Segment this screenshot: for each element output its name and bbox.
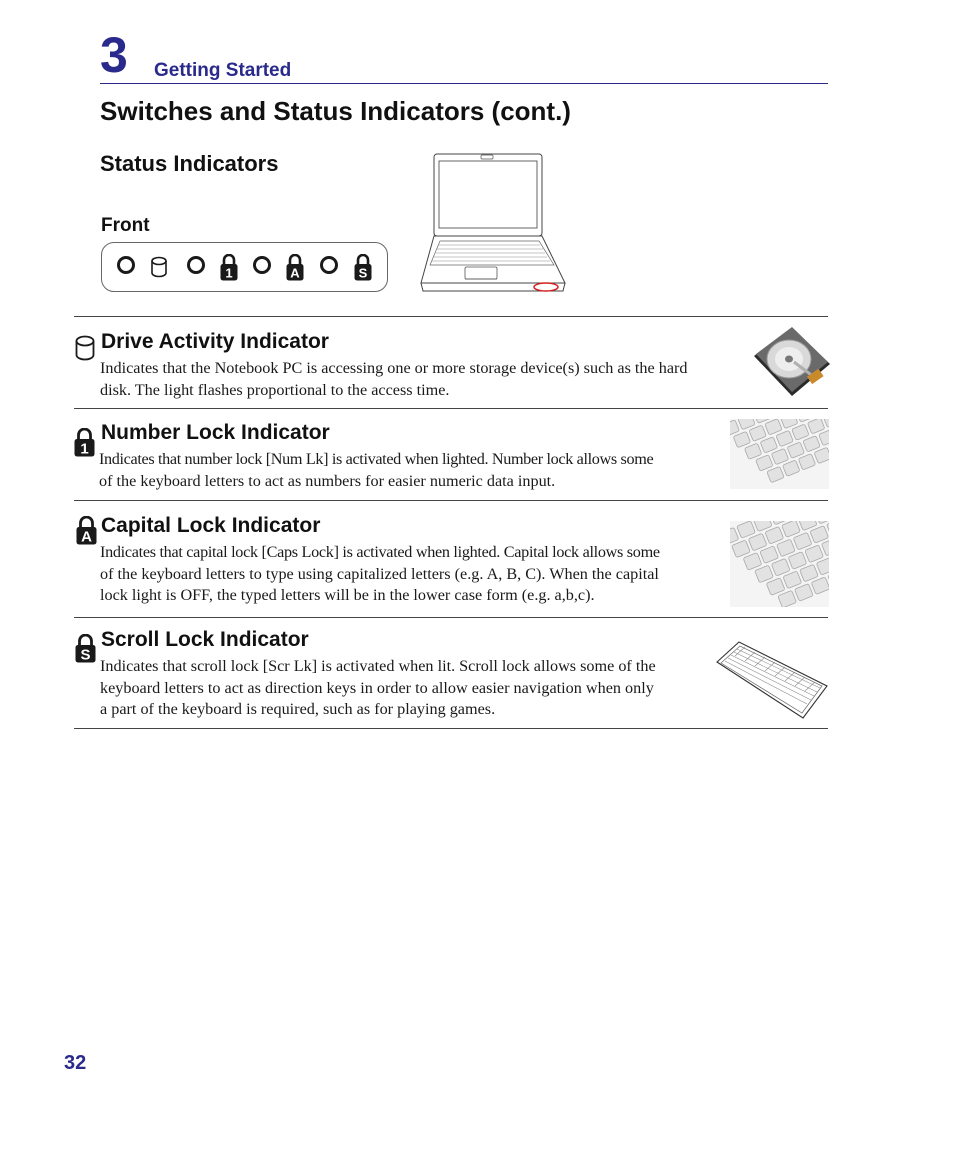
drive-icon [150,255,168,279]
keyboard-closeup-illustration [730,419,829,489]
caps-lock-icon [76,516,97,545]
scroll-lock-icon [75,634,96,663]
drive-activity-description: Indicates that the Notebook PC is accessing one or more storage device(s) such as the hard disk. The light flashes proportional to the access time. [100,359,688,399]
section-divider [74,408,828,409]
indicator-highlight-circle [534,283,558,291]
drive-activity-title: Drive Activity Indicator [101,330,329,353]
page-number: 32 [64,1052,87,1074]
chapter-title: Getting Started [154,60,292,81]
num-lock-glyph: 1 [80,440,89,457]
led-ring-icon [253,256,271,274]
hard-disk-illustration [752,322,832,400]
full-keyboard-illustration [715,640,829,720]
keyboard-closeup-illustration [730,521,829,607]
section-divider [74,500,828,501]
drive-icon [75,334,95,362]
capital-lock-description: Indicates that capital lock [Caps Lock] is activated when lighted. Capital lock allows some of the keyboard letters to type using capitalized letters (e.g. A, B, C). When the capital lock light is OFF, the typed letters will be in the lower case form (e.g. a,b,c). [100,543,660,604]
number-lock-title: Number Lock Indicator [101,421,330,444]
num-lock-glyph: 1 [225,265,233,281]
front-indicator-panel [101,242,388,292]
laptop-illustration [415,153,570,296]
scroll-lock-glyph: S [80,646,91,663]
header-divider [100,83,828,84]
led-ring-icon [320,256,338,274]
led-ring-icon [117,256,135,274]
section-divider [74,617,828,618]
front-label: Front [101,215,150,236]
capital-lock-title: Capital Lock Indicator [101,514,321,537]
led-ring-icon [187,256,205,274]
scroll-lock-description: Indicates that scroll lock [Scr Lk] is activated when lit. Scroll lock allows some of the keyboard letters to act as direction keys in order to allow easier navigation when only a part of the keyboard is required, such as for playing games. [100,657,656,718]
section-divider [74,728,828,729]
caps-lock-glyph: A [290,265,300,281]
number-lock-description: Indicates that number lock [Num Lk] is activated when lighted. Number lock allows some of the keyboard letters to act as numbers for easier numeric data input. [99,450,654,490]
scroll-lock-glyph: S [358,265,368,281]
caps-lock-icon [286,254,304,281]
section-divider [74,316,828,317]
caps-lock-glyph: A [81,528,92,545]
scroll-lock-title: Scroll Lock Indicator [101,628,309,651]
page-title: Switches and Status Indicators (cont.) [100,96,571,126]
chapter-number: 3 [100,27,128,83]
section-heading: Status Indicators [100,151,279,176]
scroll-lock-icon [354,254,372,281]
num-lock-icon [74,428,95,457]
num-lock-icon [220,254,238,281]
